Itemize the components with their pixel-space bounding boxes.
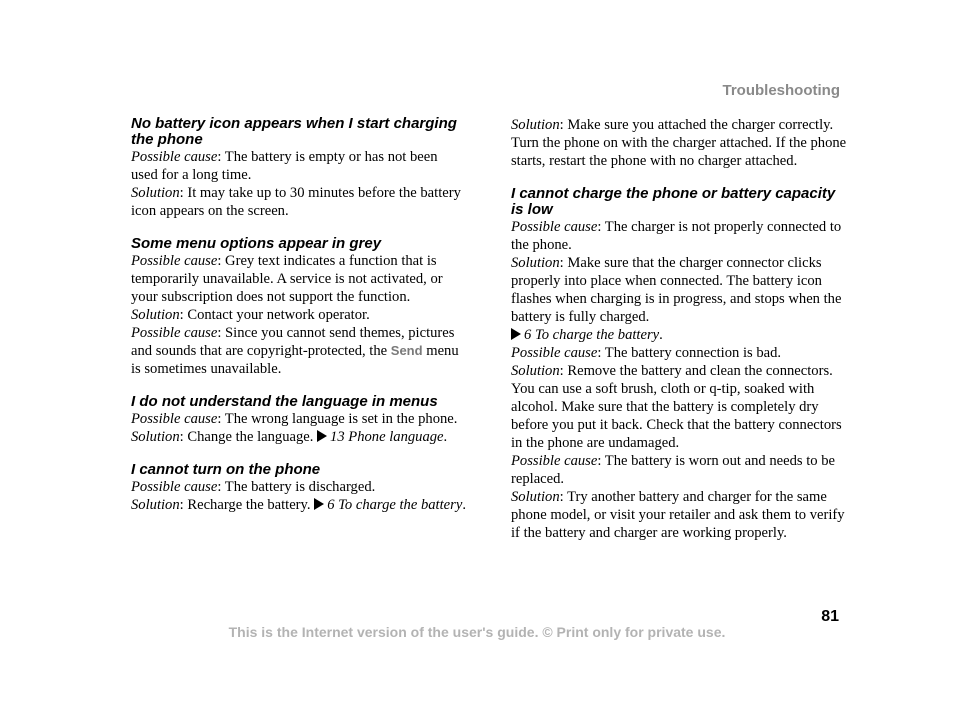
section-language <box>131 394 467 446</box>
section-heading: I cannot charge the phone or battery capacity is low <box>511 185 836 218</box>
solution-paragraph <box>131 306 467 324</box>
cause-paragraph <box>511 344 847 362</box>
solution-label: Solution <box>131 307 180 323</box>
section-cannot-turn-on <box>131 462 467 514</box>
cause-text: : The battery is empty or has not been used for a long time. <box>131 149 438 183</box>
solution-label: Solution <box>131 429 180 445</box>
cause-label: Possible cause <box>511 219 598 235</box>
cause-label: Possible cause <box>131 253 218 269</box>
right-column <box>511 116 847 558</box>
section-heading: No battery icon appears when I start charging the phone <box>131 115 457 148</box>
solution-paragraph <box>511 488 847 542</box>
cause-paragraph <box>131 148 467 184</box>
solution-text: : Recharge the battery. <box>179 497 315 513</box>
section-heading: Some menu options appear in grey <box>131 235 382 252</box>
solution-paragraph <box>511 362 847 452</box>
section-heading: I cannot turn on the phone <box>131 461 321 478</box>
cause-label: Possible cause <box>131 325 218 341</box>
solution-label: Solution <box>131 185 180 201</box>
cross-reference-link[interactable]: 13 Phone language <box>330 429 444 445</box>
solution-paragraph <box>131 496 467 514</box>
cause-text: : The battery is discharged. <box>217 479 376 495</box>
cause-paragraph <box>131 478 467 496</box>
solution-text: : Try another battery and charger for the same phone model, or visit your retailer and ask them to verify if the battery and charger are working properly. <box>511 489 845 541</box>
solution-label: Solution <box>511 489 560 505</box>
cause-paragraph <box>131 324 467 378</box>
section-continued-solution <box>511 116 847 170</box>
right-arrow-icon <box>511 328 521 340</box>
left-column <box>131 116 467 530</box>
solution-text: : Make sure you attached the charger correctly. Turn the phone on with the charger attached. If the phone starts, restart the phone with no charger attached. <box>511 117 847 169</box>
solution-paragraph <box>511 116 847 170</box>
cause-label: Possible cause <box>511 345 598 361</box>
cause-label: Possible cause <box>131 479 218 495</box>
cause-text: : The charger is not properly connected to the phone. <box>511 219 842 253</box>
cause-paragraph <box>131 252 467 306</box>
solution-paragraph <box>131 184 467 220</box>
cause-paragraph <box>511 218 847 254</box>
page-number: 81 <box>821 608 839 625</box>
section-cannot-charge <box>511 186 847 542</box>
solution-label: Solution <box>131 497 180 513</box>
solution-text: : Remove the battery and clean the connectors. You can use a soft brush, cloth or q-tip, soaked with alcohol. Make sure that the battery is completely dry before you put it back. Check that the battery connectors in the phone are undamaged. <box>511 363 842 451</box>
solution-text: : Make sure that the charger connector clicks properly into place when connected. The battery icon flashes when charging is in progress, and stops when the battery is fully charged. <box>511 255 842 325</box>
solution-text: : Contact your network operator. <box>179 307 370 323</box>
right-arrow-icon <box>317 430 327 442</box>
reference-paragraph <box>511 326 847 344</box>
footer-notice: This is the Internet version of the user's guide. © Print only for private use. <box>228 624 726 640</box>
solution-paragraph <box>511 254 847 326</box>
cross-reference-link[interactable]: 6 To charge the battery <box>327 497 463 513</box>
solution-label: Solution <box>511 117 560 133</box>
section-heading: I do not understand the language in menus <box>131 393 438 410</box>
solution-label: Solution <box>511 255 560 271</box>
solution-label: Solution <box>511 363 560 379</box>
cross-reference-link[interactable]: 6 To charge the battery <box>524 327 660 343</box>
cause-text: : The battery connection is bad. <box>597 345 782 361</box>
cause-text: : The wrong language is set in the phone. <box>217 411 458 427</box>
ref-end: . <box>462 497 466 513</box>
cause-paragraph <box>131 410 467 428</box>
ref-end: . <box>659 327 663 343</box>
cause-label: Possible cause <box>131 411 218 427</box>
cause-text: : Since you cannot send themes, pictures and sounds that are copyright-protected, the <box>131 325 455 359</box>
cause-text: : The battery is worn out and needs to be replaced. <box>511 453 835 487</box>
cause-label: Possible cause <box>131 149 218 165</box>
cause-paragraph <box>511 452 847 488</box>
cause-label: Possible cause <box>511 453 598 469</box>
solution-text: : It may take up to 30 minutes before the battery icon appears on the screen. <box>131 185 461 219</box>
right-arrow-icon <box>314 498 324 510</box>
section-grey-menu-options <box>131 236 467 378</box>
section-no-battery-icon <box>131 116 467 220</box>
section-header: Troubleshooting <box>722 82 840 99</box>
cause-text-end: menu is sometimes unavailable. <box>131 343 459 377</box>
send-menu-key: Send <box>390 343 423 358</box>
ref-end: . <box>443 429 448 445</box>
cause-text: : Grey text indicates a function that is temporarily unavailable. A service is not activated, or your subscription does not support the function. <box>131 253 443 305</box>
solution-text: : Change the language. <box>179 429 318 445</box>
solution-paragraph <box>131 428 467 446</box>
